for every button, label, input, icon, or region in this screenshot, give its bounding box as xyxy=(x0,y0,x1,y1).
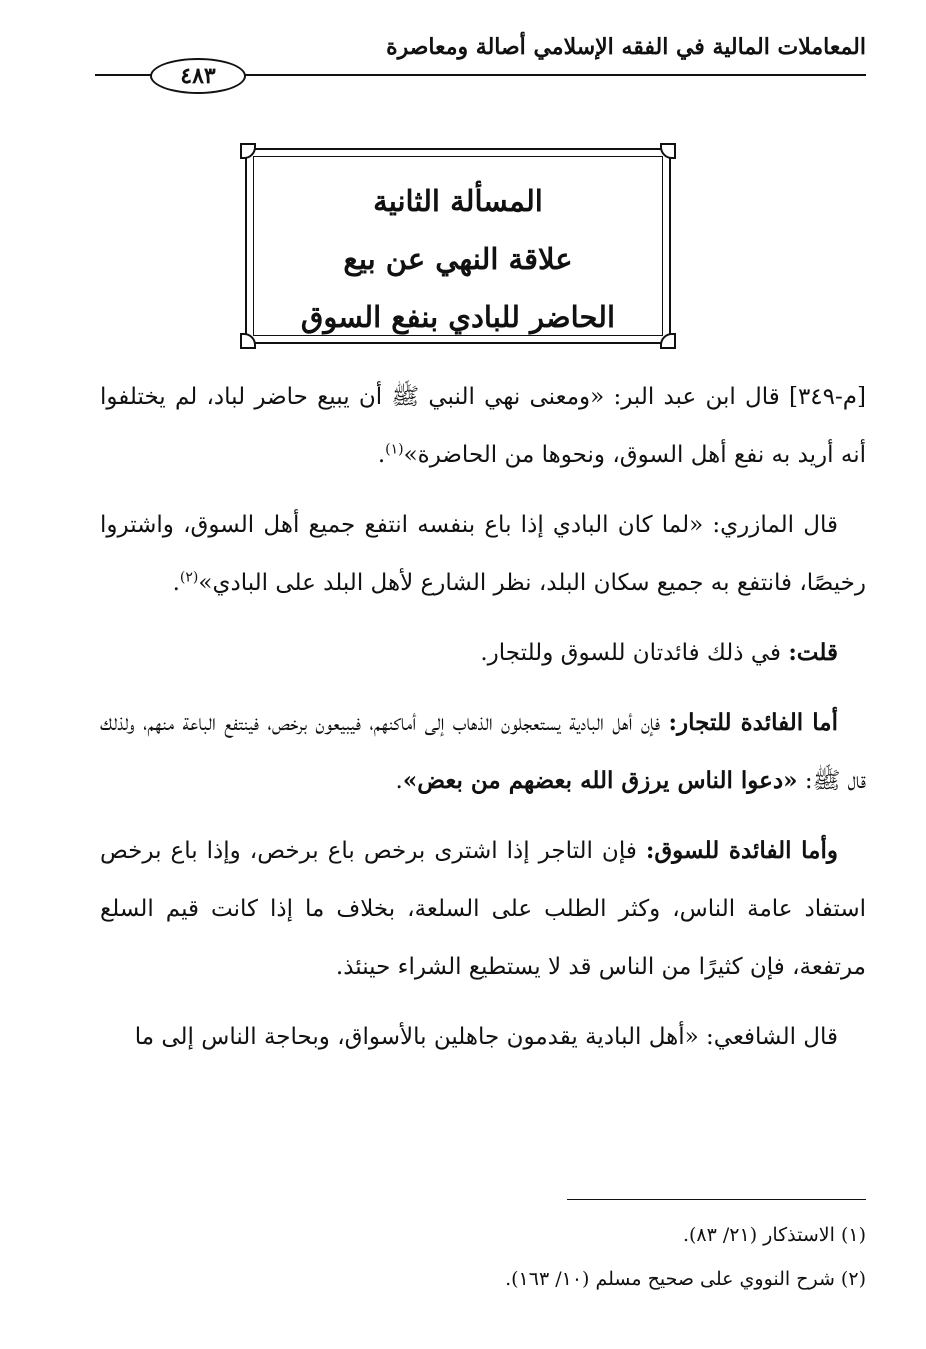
paragraph-lead: قلت: xyxy=(788,639,838,666)
footnote-2: (٢) شرح النووي على صحيح مسلم (١٠/ ١٦٣). xyxy=(505,1268,866,1290)
paragraph-text: فإن أهل البادية يستعجلون الذهاب إلى أماكنهم، فيبيعون برخص، فينتفع الباعة منهم، ولذلك قال ﷺ: xyxy=(100,710,866,794)
page-number: ٤٨٣ xyxy=(180,63,216,89)
paragraph-end: . xyxy=(395,768,403,794)
page-number-badge xyxy=(150,58,246,94)
paragraph-shafii xyxy=(100,1008,866,1066)
section-title xyxy=(247,172,669,346)
book-title: المعاملات المالية في الفقه الإسلامي أصالة ومعاصرة xyxy=(386,34,866,60)
section-title-frame xyxy=(245,148,671,344)
footnote-ref[interactable]: (١) xyxy=(385,441,404,458)
paragraph-text: قال المازري: «لما كان البادي إذا باع بنفسه انتفع جميع أهل السوق، واشتروا رخيصًا، فانتفع به جميع سكان البلد، نظر الشارع لأهل البلد على البادي» xyxy=(100,512,866,596)
paragraph-text: [م-٣٤٩] قال ابن عبد البر: «ومعنى نهي النبي ﷺ أن يبيع حاضر لباد، لم يختلفوا أنه أريد به نفع أهل السوق، ونحوها من الحاضرة» xyxy=(100,384,866,468)
paragraph-text: في ذلك فائدتان للسوق وللتجار. xyxy=(480,640,789,666)
paragraph-two-benefits xyxy=(100,624,866,682)
body-text xyxy=(100,368,866,1078)
section-title-line-2: علاقة النهي عن بيع xyxy=(343,242,573,276)
section-title-line-1: المسألة الثانية xyxy=(373,184,543,218)
paragraph-mazari xyxy=(100,496,866,612)
footnote-ref[interactable]: (٢) xyxy=(179,569,199,586)
footnotes xyxy=(100,1213,866,1301)
paragraph-text: فإن التاجر إذا اشترى برخص باع برخص، وإذا باع برخص استفاد عامة الناس، وكثر الطلب على السلعة، بخلاف ما إذا كانت قيم السلع مرتفعة، فإن كثيرًا من الناس قد لا يستطيع الشراء حينئذ. xyxy=(100,838,866,980)
paragraph-ibn-abd-albarr xyxy=(100,368,866,484)
paragraph-lead: وأما الفائدة للسوق: xyxy=(645,837,839,864)
footnote-1: (١) الاستذكار (٢١/ ٨٣). xyxy=(682,1224,866,1246)
paragraph-text: قال الشافعي: «أهل البادية يقدمون جاهلين بالأسواق، وبحاجة الناس إلى ما xyxy=(134,1024,838,1050)
paragraph-end: . xyxy=(172,570,180,596)
paragraph-lead: أما الفائدة للتجار: xyxy=(668,709,838,736)
paragraph-end: . xyxy=(377,442,386,468)
footnote-separator xyxy=(567,1199,866,1200)
paragraph-benefit-market xyxy=(100,822,866,996)
hadith-quote: «دعوا الناس يرزق الله بعضهم من بعض» xyxy=(402,767,798,794)
paragraph-benefit-merchants xyxy=(100,694,866,810)
section-title-line-3: الحاضر للبادي بنفع السوق xyxy=(300,300,616,334)
